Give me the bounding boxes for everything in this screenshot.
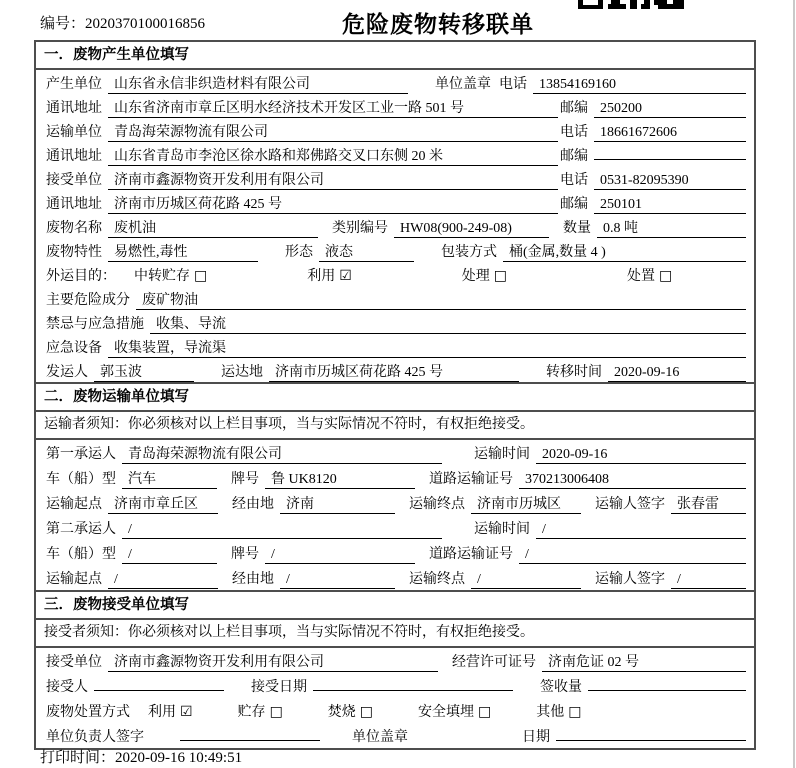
character-label: 废物特性 <box>46 245 102 260</box>
row-emergency-equipment <box>36 334 754 358</box>
purpose-option-utilize <box>307 265 352 285</box>
hazard-value: 废矿物油 <box>136 289 746 310</box>
origin2-label: 运输起点 <box>46 572 102 587</box>
road-cert1-value: 370213006408 <box>519 472 746 489</box>
form-number-label: 编号： <box>40 16 86 32</box>
sign1-value: 张春雷 <box>671 493 746 514</box>
responsible-sign-value <box>180 740 320 741</box>
disposal-option-label: 其他 <box>536 705 565 720</box>
carrier1-value: 青岛海荣源物流有限公司 <box>122 443 442 464</box>
purpose-option-label: 处理 <box>461 269 490 284</box>
checkbox-icon: □ <box>359 704 374 720</box>
producer-value: 山东省永信非织造材料有限公司 <box>108 73 408 94</box>
addr3-value: 济南市历城区荷花路 425 号 <box>108 193 558 214</box>
row-route-1 <box>36 490 754 515</box>
checkbox-icon: □ <box>194 268 208 284</box>
row-sender <box>36 358 754 382</box>
addr1-label: 通讯地址 <box>46 101 102 116</box>
plate1-label: 牌号 <box>231 472 259 487</box>
transfer-form-table <box>34 40 756 750</box>
origin2-value: / <box>108 572 218 589</box>
addr1-value: 山东省济南市章丘区明水经济技术开发区工业一路 501 号 <box>108 97 558 118</box>
carrier1-label: 第一承运人 <box>46 447 116 462</box>
origin1-value: 济南市章丘区 <box>108 493 218 514</box>
sender-label: 发运人 <box>46 365 88 380</box>
receive-unit-label: 接受单位 <box>46 655 102 670</box>
vehicle2-label: 车（船）型 <box>46 547 116 562</box>
via2-value: / <box>280 572 395 589</box>
purpose-option-dispose <box>627 265 672 285</box>
sign-qty-value <box>588 690 746 691</box>
row-producer <box>36 70 754 94</box>
transporter-value: 青岛海荣源物流有限公司 <box>108 121 558 142</box>
phone3-value: 0531-82095390 <box>594 173 746 190</box>
receive-person-label: 接受人 <box>46 680 88 695</box>
purpose-option-treat <box>462 265 507 285</box>
equip-label: 应急设备 <box>46 341 102 356</box>
vehicle2-value: / <box>122 547 217 564</box>
transporter-label: 运输单位 <box>46 125 102 140</box>
purpose-option-label: 利用 <box>307 269 336 284</box>
addr2-label: 通讯地址 <box>46 149 102 164</box>
checkbox-icon: □ <box>478 704 492 720</box>
disposal-option-label: 利用 <box>148 705 176 720</box>
print-time-label: 打印时间： <box>40 750 116 766</box>
section-1-header: 一．废物产生单位填写 <box>36 42 754 70</box>
date2-value <box>556 740 746 741</box>
disposal-option-label: 焚烧 <box>327 705 356 720</box>
receive-date-label: 接受日期 <box>251 680 307 695</box>
form-number-value: 2020370100016856 <box>85 16 206 32</box>
plate2-value: / <box>265 547 415 564</box>
row-producer-address <box>36 94 754 118</box>
page-right-edge-divider <box>793 0 795 768</box>
row-route-2 <box>36 565 754 590</box>
disposal-option-storage <box>238 701 283 721</box>
checkbox-checked-icon: ☑ <box>339 268 352 284</box>
end2-label: 运输终点 <box>409 572 465 587</box>
page-title: 危险废物转移联单 <box>342 12 534 37</box>
vehicle1-value: 汽车 <box>122 468 217 489</box>
receiver-notice: 接受者须知：你必须核对以上栏目事项，当与实际情况不符时，有权拒绝接受。 <box>36 620 754 648</box>
row-carrier-1 <box>36 440 754 465</box>
via1-value: 济南 <box>280 493 395 514</box>
sign2-label: 运输人签字 <box>595 572 665 587</box>
row-transporter <box>36 118 754 142</box>
purpose-option-label: 处置 <box>627 269 656 284</box>
taboo-label: 禁忌与应急措施 <box>46 317 144 332</box>
carrier2-label: 第二承运人 <box>46 522 116 537</box>
qty-label: 数量 <box>563 221 591 236</box>
zip2-label: 邮编 <box>560 149 588 164</box>
receive-date-value <box>313 690 513 691</box>
checkbox-icon: □ <box>269 704 283 720</box>
category-label: 类别编号 <box>332 221 388 236</box>
taboo-value: 收集、导流 <box>150 313 746 334</box>
producer-label: 产生单位 <box>46 77 102 92</box>
addr2-value: 山东省青岛市李沧区徐水路和郑佛路交叉口东侧 20 米 <box>108 145 558 166</box>
disposal-option-label: 贮存 <box>237 705 266 720</box>
zip2-value <box>594 159 746 160</box>
checkbox-icon: □ <box>493 268 508 284</box>
disposal-option-incinerate <box>328 701 373 721</box>
waste-name-value: 废机油 <box>108 217 318 238</box>
end1-value: 济南市历城区 <box>471 493 581 514</box>
row-taboo-measures <box>36 310 754 334</box>
row-receive-person <box>36 673 754 698</box>
phone1-label: 电话 <box>499 77 527 92</box>
row-receiver <box>36 166 754 190</box>
vehicle1-label: 车（船）型 <box>46 472 116 487</box>
receiver-label: 接受单位 <box>46 173 102 188</box>
transfer-time-label: 转移时间 <box>546 365 602 380</box>
dest-label: 运达地 <box>221 365 263 380</box>
packing-value: 桶(金属,数量 4 ) <box>503 241 746 262</box>
waste-name-label: 废物名称 <box>46 221 102 236</box>
row-responsible-sign <box>36 723 754 748</box>
via1-label: 经由地 <box>232 497 274 512</box>
plate2-label: 牌号 <box>231 547 259 562</box>
character-value: 易燃性,毒性 <box>108 241 258 262</box>
via2-label: 经由地 <box>232 572 274 587</box>
disposal-option-other <box>536 701 581 721</box>
road-cert2-value: / <box>519 547 746 564</box>
disposal-label: 废物处置方式 <box>46 705 130 720</box>
carrier2-value: / <box>122 522 442 539</box>
purpose-option-label: 中转贮存 <box>134 269 190 284</box>
form-state-label: 形态 <box>285 245 313 260</box>
zip3-label: 邮编 <box>560 197 588 212</box>
qty-value: 0.8 吨 <box>597 217 746 238</box>
print-time-line <box>40 746 242 767</box>
end2-value: / <box>471 572 581 589</box>
row-receiver-address <box>36 190 754 214</box>
date2-label: 日期 <box>522 730 550 745</box>
row-vehicle-2 <box>36 540 754 565</box>
row-vehicle-1 <box>36 465 754 490</box>
zip1-value: 250200 <box>594 101 746 118</box>
receive-person-value <box>94 690 224 691</box>
category-value: HW08(900-249-08) <box>394 221 549 238</box>
section-2-header: 二．废物运输单位填写 <box>36 382 754 412</box>
unit-seal-label: 单位盖章 <box>435 77 491 92</box>
time2-label: 运输时间 <box>474 522 530 537</box>
phone2-label: 电话 <box>560 125 588 140</box>
row-waste-name <box>36 214 754 238</box>
hazard-label: 主要危险成分 <box>46 293 130 308</box>
responsible-sign-label: 单位负责人签字 <box>46 730 144 745</box>
time2-value: / <box>536 522 746 539</box>
origin1-label: 运输起点 <box>46 497 102 512</box>
row-hazard-component <box>36 286 754 310</box>
purpose-option-transfer-storage <box>134 265 207 285</box>
packing-label: 包装方式 <box>441 245 497 260</box>
addr3-label: 通讯地址 <box>46 197 102 212</box>
road-cert2-label: 道路运输证号 <box>429 547 513 562</box>
row-purpose <box>36 262 754 286</box>
phone1-value: 13854169160 <box>533 77 746 94</box>
road-cert1-label: 道路运输证号 <box>429 472 513 487</box>
receiver-value: 济南市鑫源物资开发利用有限公司 <box>108 169 558 190</box>
time1-label: 运输时间 <box>474 447 530 462</box>
phone2-value: 18661672606 <box>594 125 746 142</box>
row-transporter-address <box>36 142 754 166</box>
unit-seal-label-2: 单位盖章 <box>352 730 408 745</box>
receive-unit-value: 济南市鑫源物资开发利用有限公司 <box>108 651 438 672</box>
sender-value: 郭玉波 <box>94 361 194 382</box>
disposal-option-landfill <box>418 701 491 721</box>
section-3-header: 三．废物接受单位填写 <box>36 590 754 620</box>
sign-qty-label: 签收量 <box>540 680 582 695</box>
form-state-value: 液态 <box>319 241 414 262</box>
license-label: 经营许可证号 <box>452 655 536 670</box>
sign1-label: 运输人签字 <box>595 497 665 512</box>
dest-value: 济南市历城区荷花路 425 号 <box>269 361 519 382</box>
row-carrier-2 <box>36 515 754 540</box>
equip-value: 收集装置，导流渠 <box>108 337 746 358</box>
checkbox-icon: □ <box>568 704 582 720</box>
qr-code-fragment <box>578 0 684 9</box>
time1-value: 2020-09-16 <box>536 447 746 464</box>
disposal-option-label: 安全填埋 <box>418 705 475 720</box>
checkbox-checked-icon: ☑ <box>180 704 193 720</box>
plate1-value: 鲁 UK8120 <box>265 468 415 489</box>
license-value: 济南危证 02 号 <box>542 651 746 672</box>
sign2-value: / <box>671 572 746 589</box>
row-disposal-method <box>36 698 754 723</box>
zip3-value: 250101 <box>594 197 746 214</box>
row-waste-character <box>36 238 754 262</box>
print-time-value: 2020-09-16 10:49:51 <box>115 750 243 766</box>
disposal-option-utilize <box>148 701 193 721</box>
transporter-notice: 运输者须知：你必须核对以上栏目事项，当与实际情况不符时，有权拒绝接受。 <box>36 412 754 440</box>
checkbox-icon: □ <box>659 268 673 284</box>
phone3-label: 电话 <box>560 173 588 188</box>
transfer-time-value: 2020-09-16 <box>608 365 746 382</box>
purpose-label: 外运目的： <box>46 269 116 284</box>
row-receive-unit <box>36 648 754 673</box>
zip1-label: 邮编 <box>560 101 588 116</box>
end1-label: 运输终点 <box>409 497 465 512</box>
